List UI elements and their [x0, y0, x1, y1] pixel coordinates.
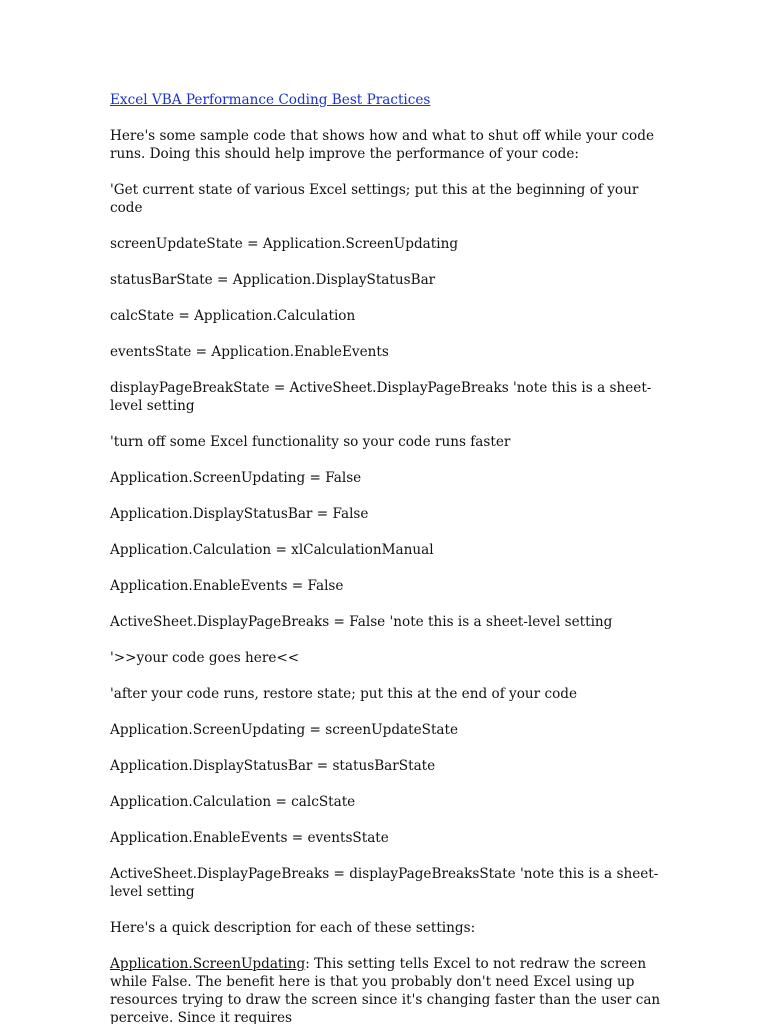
code-line: Application.ScreenUpdating = screenUpdateState: [110, 722, 459, 738]
screenupdating-description: [110, 955, 670, 1024]
code-line: 'Get current state of various Excel settings; put this at the beginning of your code: [110, 182, 639, 216]
code-line: Application.EnableEvents = False: [110, 578, 344, 594]
code-line: 'after your code runs, restore state; put this at the end of your code: [110, 686, 578, 702]
code-line: Application.DisplayStatusBar = statusBarState: [110, 758, 436, 774]
code-line: ActiveSheet.DisplayPageBreaks = displayPageBreaksState 'note this is a sheet-level setting: [110, 866, 659, 900]
code-line: 'turn off some Excel functionality so your code runs faster: [110, 434, 511, 450]
code-line: Application.EnableEvents = eventsState: [110, 830, 389, 846]
code-line: calcState = Application.Calculation: [110, 308, 356, 324]
title-link[interactable]: Excel VBA Performance Coding Best Practices: [110, 92, 431, 108]
document-body: [110, 91, 670, 1024]
code-line: Application.ScreenUpdating = False: [110, 470, 362, 486]
code-line: statusBarState = Application.DisplayStatusBar: [110, 272, 436, 288]
code-line: Application.DisplayStatusBar = False: [110, 506, 369, 522]
code-line: '>>your code goes here<<: [110, 650, 300, 666]
code-line: displayPageBreakState = ActiveSheet.DisplayPageBreaks 'note this is a sheet-level setting: [110, 380, 652, 414]
screenupdating-term: Application.ScreenUpdating: [110, 956, 306, 972]
intro-paragraph: Here's some sample code that shows how and what to shut off while your code runs. Doing this should help improve the performance of your code:: [110, 128, 654, 162]
code-line: Application.Calculation = xlCalculationManual: [110, 542, 434, 558]
code-line: screenUpdateState = Application.ScreenUpdating: [110, 236, 459, 252]
code-line: Application.Calculation = calcState: [110, 794, 356, 810]
code-line: eventsState = Application.EnableEvents: [110, 344, 389, 360]
description-heading: Here's a quick description for each of these settings:: [110, 920, 476, 936]
code-line: ActiveSheet.DisplayPageBreaks = False 'note this is a sheet-level setting: [110, 614, 613, 630]
screenupdating-text: : This setting tells Excel to not redraw the screen while False. The benefit here is that you probably don't need Excel using up resources trying to draw the screen since it's changing faster than the user can perceive. Since it requires: [110, 956, 661, 1024]
